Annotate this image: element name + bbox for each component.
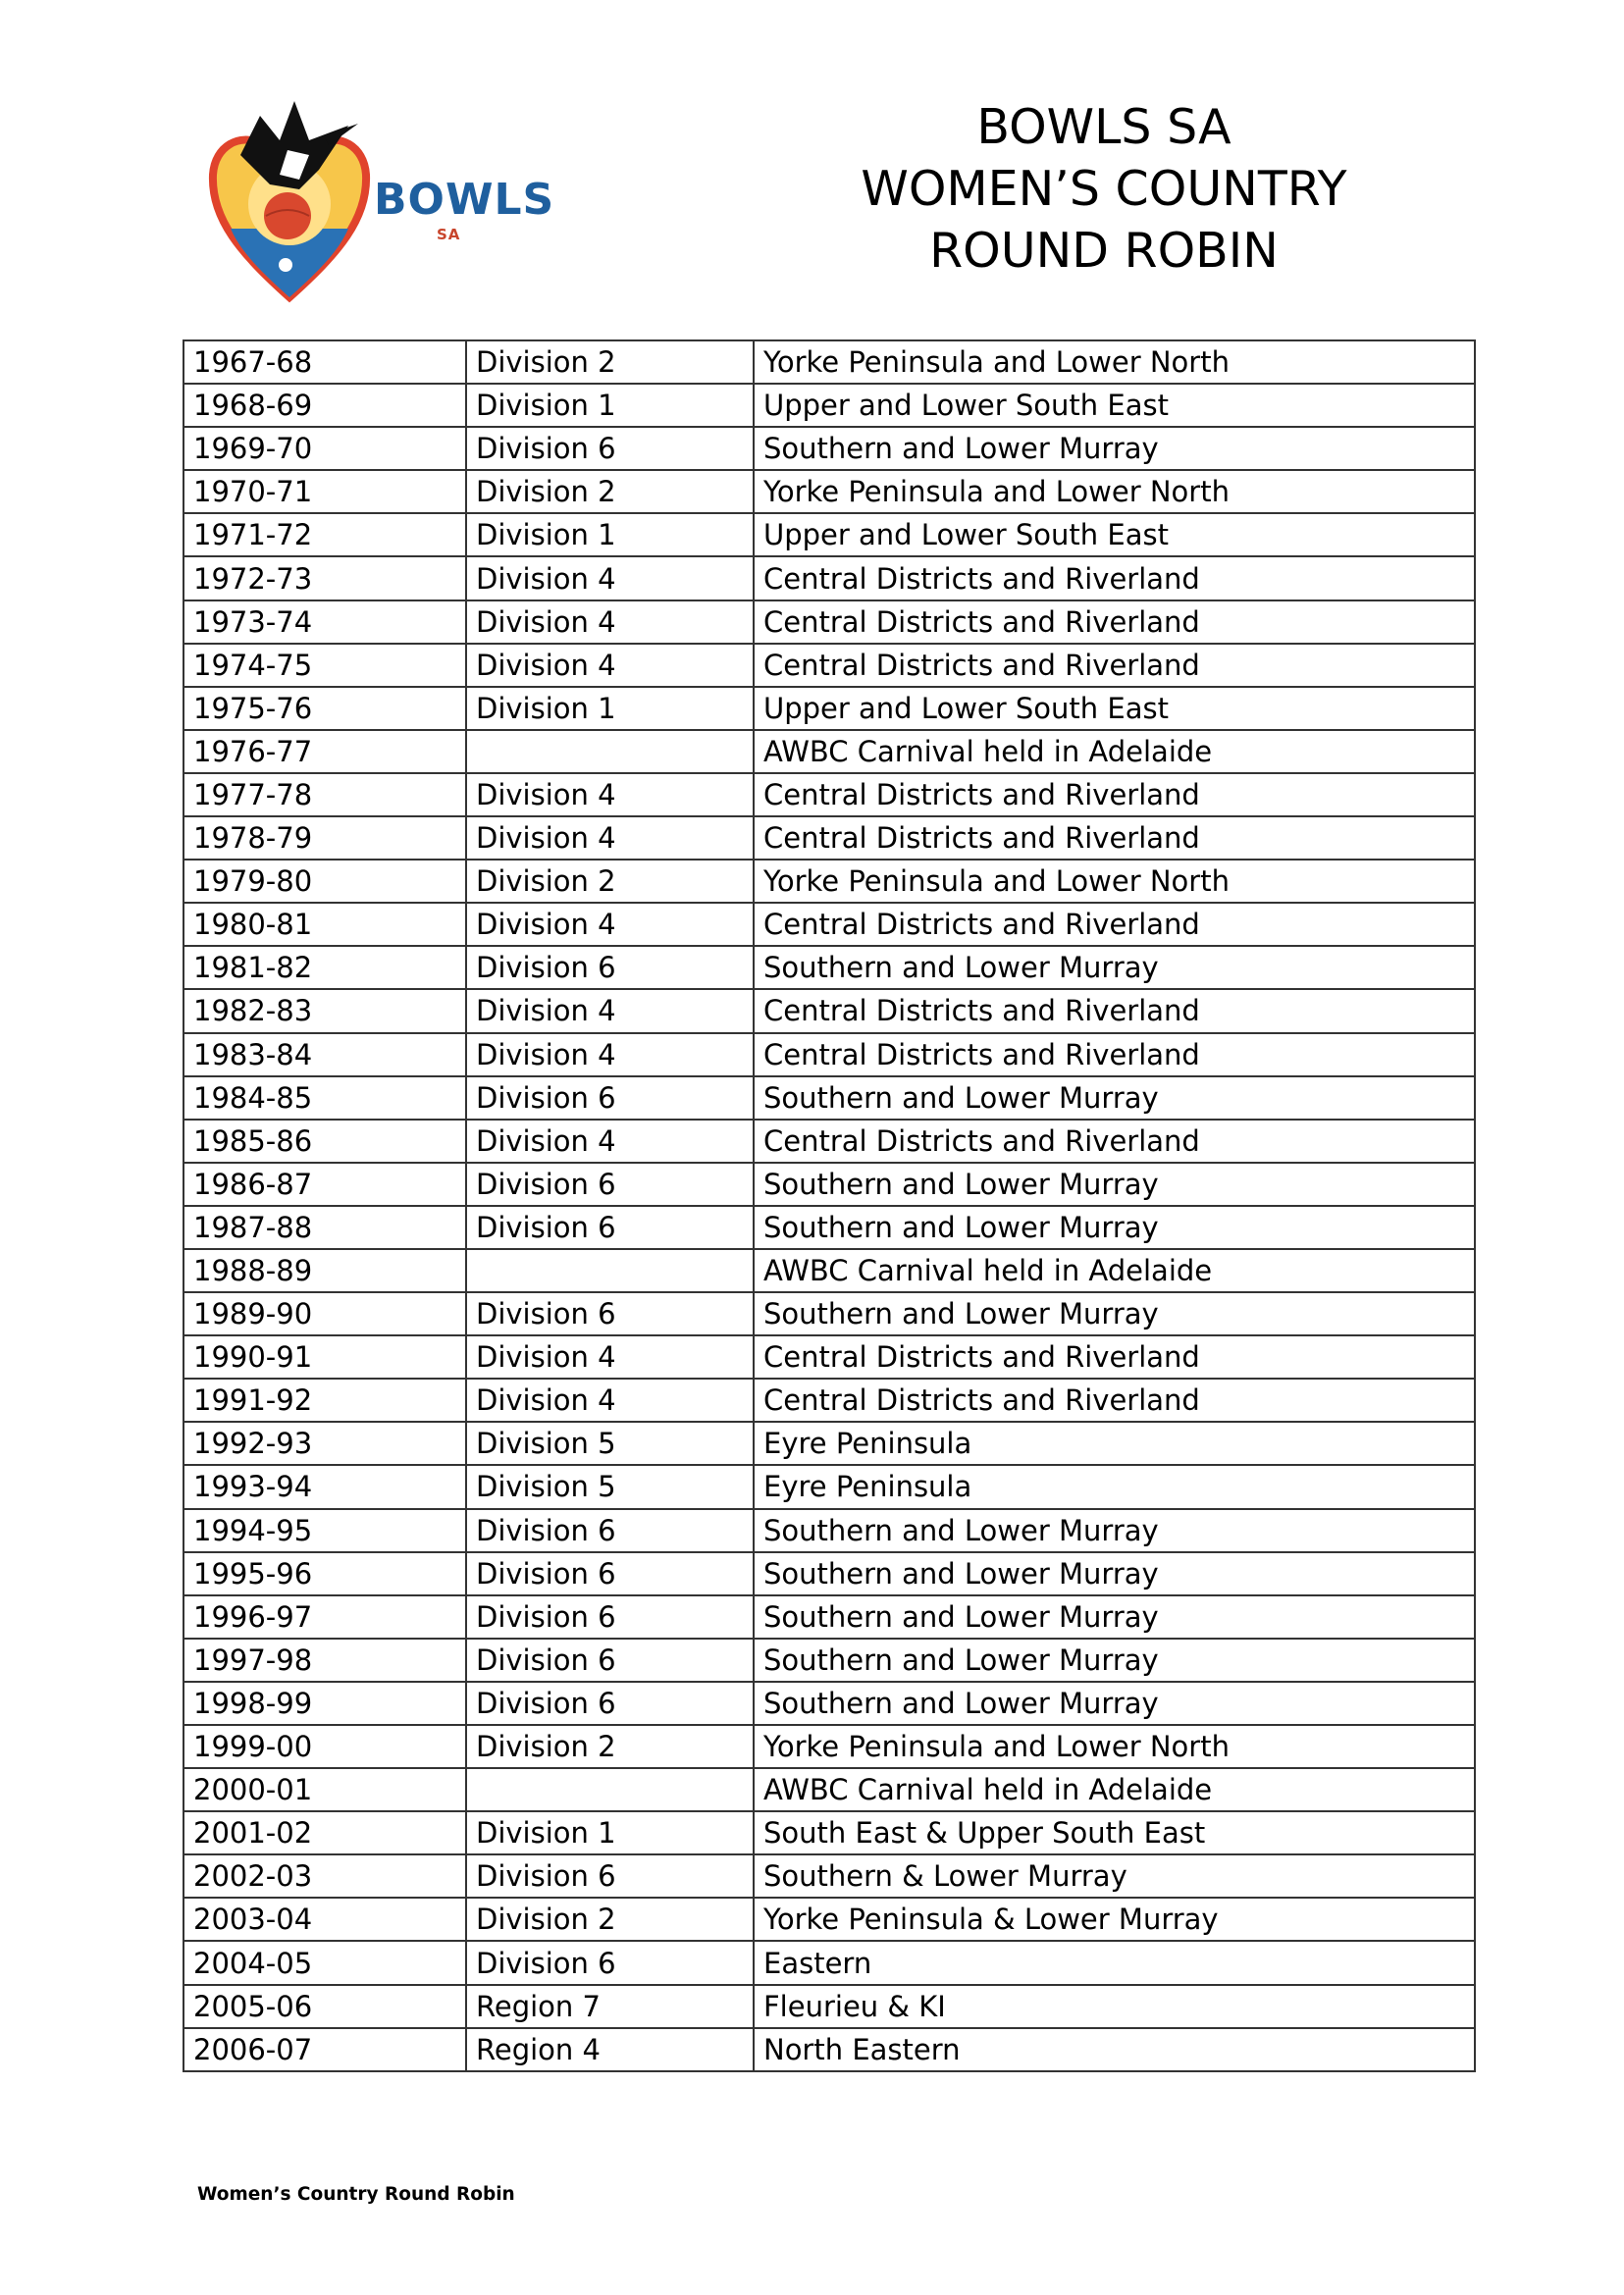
table-row (183, 513, 1475, 556)
region-cell: Southern & Lower Murray (754, 1854, 1475, 1898)
division-cell: Region 4 (466, 2028, 754, 2071)
region-cell: Central Districts and Riverland (754, 816, 1475, 860)
table-row (183, 1120, 1475, 1163)
year-cell: 1988-89 (183, 1249, 466, 1292)
region-cell: Southern and Lower Murray (754, 1206, 1475, 1249)
year-cell: 1972-73 (183, 556, 466, 600)
division-cell: Division 4 (466, 644, 754, 687)
division-cell: Division 6 (466, 1682, 754, 1725)
year-cell: 1976-77 (183, 730, 466, 773)
results-table (183, 339, 1476, 2072)
logo-subtext: SA (437, 226, 461, 243)
table-row (183, 903, 1475, 946)
year-cell: 1989-90 (183, 1292, 466, 1335)
year-cell: 2001-02 (183, 1811, 466, 1854)
page-footer: Women’s Country Round Robin (197, 2184, 515, 2205)
region-cell: Southern and Lower Murray (754, 1595, 1475, 1639)
division-cell: Division 6 (466, 1509, 754, 1552)
region-cell: Central Districts and Riverland (754, 600, 1475, 644)
year-cell: 1982-83 (183, 989, 466, 1032)
year-cell: 1979-80 (183, 860, 466, 903)
year-cell: 1999-00 (183, 1725, 466, 1768)
region-cell: Yorke Peninsula and Lower North (754, 1725, 1475, 1768)
region-cell: Eyre Peninsula (754, 1422, 1475, 1465)
division-cell: Division 1 (466, 513, 754, 556)
year-cell: 1967-68 (183, 340, 466, 384)
division-cell: Division 4 (466, 1379, 754, 1422)
year-cell: 1995-96 (183, 1552, 466, 1595)
table-row (183, 644, 1475, 687)
table-row (183, 1076, 1475, 1120)
division-cell (466, 730, 754, 773)
region-cell: Central Districts and Riverland (754, 1379, 1475, 1422)
division-cell: Division 6 (466, 946, 754, 989)
year-cell: 2002-03 (183, 1854, 466, 1898)
year-cell: 1978-79 (183, 816, 466, 860)
division-cell: Division 4 (466, 556, 754, 600)
year-cell: 1991-92 (183, 1379, 466, 1422)
year-cell: 1998-99 (183, 1682, 466, 1725)
division-cell: Division 6 (466, 1595, 754, 1639)
table-row (183, 1768, 1475, 1811)
table-row (183, 1206, 1475, 1249)
year-cell: 1977-78 (183, 773, 466, 816)
table-row (183, 1682, 1475, 1725)
region-cell: North Eastern (754, 2028, 1475, 2071)
table-row (183, 1249, 1475, 1292)
table-row (183, 1639, 1475, 1682)
region-cell: Central Districts and Riverland (754, 1335, 1475, 1379)
region-cell: Upper and Lower South East (754, 687, 1475, 730)
year-cell: 2005-06 (183, 1985, 466, 2028)
division-cell: Division 6 (466, 1163, 754, 1206)
year-cell: 1969-70 (183, 427, 466, 470)
region-cell: Central Districts and Riverland (754, 1033, 1475, 1076)
division-cell (466, 1249, 754, 1292)
year-cell: 1973-74 (183, 600, 466, 644)
region-cell: Southern and Lower Murray (754, 1076, 1475, 1120)
division-cell: Division 4 (466, 1335, 754, 1379)
division-cell: Division 1 (466, 1811, 754, 1854)
division-cell: Division 6 (466, 1206, 754, 1249)
title-line-1: BOWLS SA (976, 99, 1231, 155)
region-cell: Central Districts and Riverland (754, 773, 1475, 816)
division-cell: Division 4 (466, 1120, 754, 1163)
region-cell: South East & Upper South East (754, 1811, 1475, 1854)
region-cell: Eyre Peninsula (754, 1465, 1475, 1508)
division-cell: Division 4 (466, 903, 754, 946)
table-row (183, 1725, 1475, 1768)
year-cell: 1986-87 (183, 1163, 466, 1206)
region-cell: Central Districts and Riverland (754, 903, 1475, 946)
division-cell: Division 4 (466, 600, 754, 644)
region-cell: Southern and Lower Murray (754, 1509, 1475, 1552)
division-cell: Division 2 (466, 1725, 754, 1768)
region-cell: AWBC Carnival held in Adelaide (754, 730, 1475, 773)
division-cell: Division 1 (466, 687, 754, 730)
division-cell: Division 6 (466, 1076, 754, 1120)
region-cell: Upper and Lower South East (754, 513, 1475, 556)
table-row (183, 1941, 1475, 1984)
division-cell: Division 5 (466, 1465, 754, 1508)
division-cell: Division 4 (466, 773, 754, 816)
division-cell (466, 1768, 754, 1811)
bowls-sa-logo (201, 96, 555, 306)
region-cell: Yorke Peninsula and Lower North (754, 340, 1475, 384)
title-line-3: ROUND ROBIN (929, 223, 1279, 279)
table-row (183, 1335, 1475, 1379)
title-line-2: WOMEN’S COUNTRY (861, 161, 1347, 217)
year-cell: 1981-82 (183, 946, 466, 989)
year-cell: 1970-71 (183, 470, 466, 513)
division-cell: Region 7 (466, 1985, 754, 2028)
division-cell: Division 6 (466, 1639, 754, 1682)
region-cell: Central Districts and Riverland (754, 556, 1475, 600)
table-row (183, 384, 1475, 427)
year-cell: 1994-95 (183, 1509, 466, 1552)
year-cell: 1993-94 (183, 1465, 466, 1508)
page-title (839, 96, 1369, 282)
year-cell: 1971-72 (183, 513, 466, 556)
region-cell: Southern and Lower Murray (754, 1682, 1475, 1725)
year-cell: 1985-86 (183, 1120, 466, 1163)
region-cell: Central Districts and Riverland (754, 644, 1475, 687)
table-row (183, 1163, 1475, 1206)
region-cell: Eastern (754, 1941, 1475, 1984)
table-row (183, 1033, 1475, 1076)
table-row (183, 989, 1475, 1032)
division-cell: Division 2 (466, 340, 754, 384)
table-row (183, 1465, 1475, 1508)
region-cell: Central Districts and Riverland (754, 1120, 1475, 1163)
year-cell: 1975-76 (183, 687, 466, 730)
table-row (183, 340, 1475, 384)
region-cell: AWBC Carnival held in Adelaide (754, 1249, 1475, 1292)
table-row (183, 2028, 1475, 2071)
table-row (183, 556, 1475, 600)
region-cell: Southern and Lower Murray (754, 1292, 1475, 1335)
table-row (183, 687, 1475, 730)
table-row (183, 730, 1475, 773)
logo-wordmark: BOWLS (374, 175, 555, 225)
region-cell: Southern and Lower Murray (754, 946, 1475, 989)
region-cell: AWBC Carnival held in Adelaide (754, 1768, 1475, 1811)
table-row (183, 1898, 1475, 1941)
table-row (183, 1595, 1475, 1639)
table-row (183, 860, 1475, 903)
table-row (183, 773, 1475, 816)
year-cell: 2000-01 (183, 1768, 466, 1811)
table-row (183, 1552, 1475, 1595)
division-cell: Division 4 (466, 816, 754, 860)
table-row (183, 1985, 1475, 2028)
table-row (183, 1854, 1475, 1898)
year-cell: 1984-85 (183, 1076, 466, 1120)
division-cell: Division 2 (466, 1898, 754, 1941)
division-cell: Division 6 (466, 1292, 754, 1335)
year-cell: 1974-75 (183, 644, 466, 687)
year-cell: 1987-88 (183, 1206, 466, 1249)
table-row (183, 1292, 1475, 1335)
table-row (183, 600, 1475, 644)
region-cell: Fleurieu & KI (754, 1985, 1475, 2028)
division-cell: Division 6 (466, 1941, 754, 1984)
division-cell: Division 4 (466, 1033, 754, 1076)
year-cell: 1990-91 (183, 1335, 466, 1379)
year-cell: 2004-05 (183, 1941, 466, 1984)
division-cell: Division 1 (466, 384, 754, 427)
division-cell: Division 2 (466, 470, 754, 513)
year-cell: 1968-69 (183, 384, 466, 427)
division-cell: Division 5 (466, 1422, 754, 1465)
table-row (183, 1422, 1475, 1465)
table-row (183, 816, 1475, 860)
year-cell: 2003-04 (183, 1898, 466, 1941)
region-cell: Yorke Peninsula and Lower North (754, 860, 1475, 903)
region-cell: Yorke Peninsula and Lower North (754, 470, 1475, 513)
year-cell: 2006-07 (183, 2028, 466, 2071)
division-cell: Division 4 (466, 989, 754, 1032)
division-cell: Division 2 (466, 860, 754, 903)
region-cell: Central Districts and Riverland (754, 989, 1475, 1032)
region-cell: Southern and Lower Murray (754, 427, 1475, 470)
table-row (183, 470, 1475, 513)
table-row (183, 427, 1475, 470)
table-row (183, 1379, 1475, 1422)
region-cell: Southern and Lower Murray (754, 1552, 1475, 1595)
table-row (183, 946, 1475, 989)
year-cell: 1980-81 (183, 903, 466, 946)
region-cell: Yorke Peninsula & Lower Murray (754, 1898, 1475, 1941)
year-cell: 1992-93 (183, 1422, 466, 1465)
table-row (183, 1509, 1475, 1552)
region-cell: Southern and Lower Murray (754, 1163, 1475, 1206)
division-cell: Division 6 (466, 427, 754, 470)
region-cell: Southern and Lower Murray (754, 1639, 1475, 1682)
magpie-heart-emblem-icon (201, 96, 378, 306)
region-cell: Upper and Lower South East (754, 384, 1475, 427)
year-cell: 1996-97 (183, 1595, 466, 1639)
division-cell: Division 6 (466, 1552, 754, 1595)
table-row (183, 1811, 1475, 1854)
year-cell: 1983-84 (183, 1033, 466, 1076)
year-cell: 1997-98 (183, 1639, 466, 1682)
division-cell: Division 6 (466, 1854, 754, 1898)
